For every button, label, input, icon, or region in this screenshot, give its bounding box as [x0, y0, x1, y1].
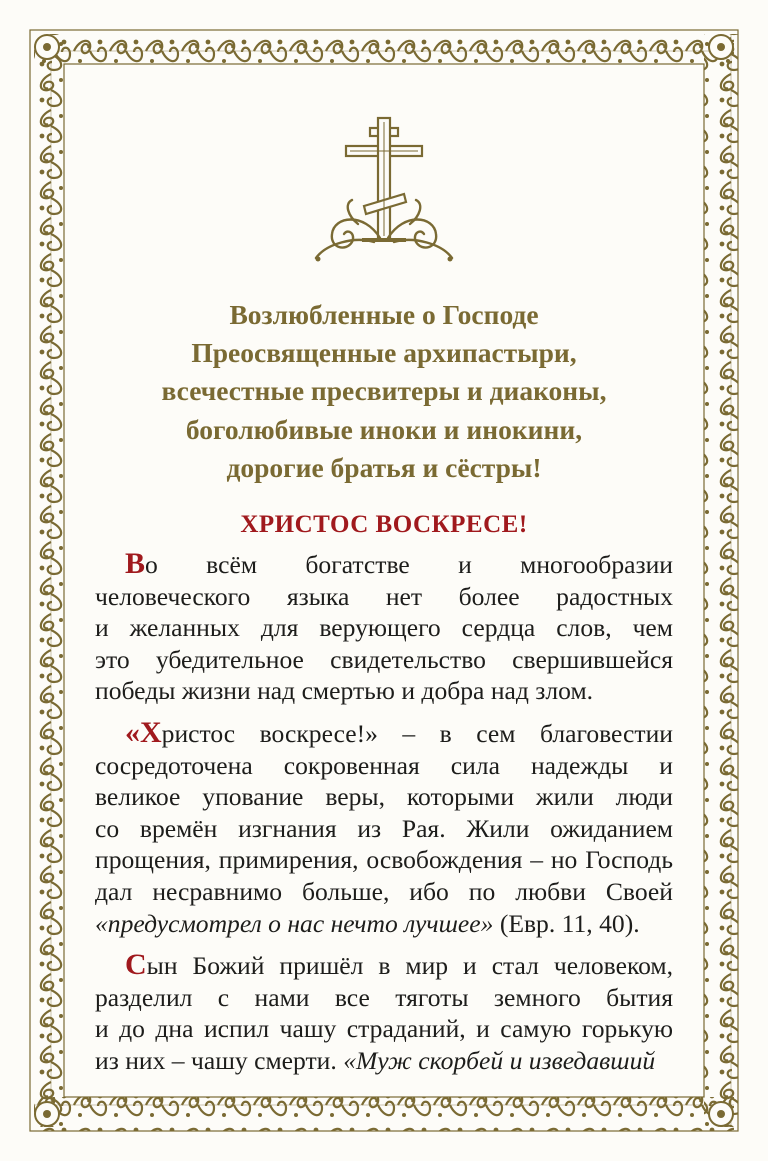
heading-line: всечестные пресвитеры и диаконы, [161, 375, 607, 407]
heading-line: Возлюбленные о Господе [229, 299, 539, 330]
paschal-greeting: ХРИСТОС ВОСКРЕСЕ! [240, 511, 528, 538]
epistle-body [95, 548, 673, 1087]
scripture-quote: «Муж скорбей и изведавший [343, 1045, 656, 1075]
line-text: ристос воскресе!» – в сем благовестии [161, 718, 673, 748]
paragraph-line [95, 717, 673, 750]
paragraph-line: и до дна испил чашу страданий, и самую горькую [95, 1014, 673, 1044]
drop-cap: «Х [125, 715, 162, 749]
paragraph-line: и желанных для верующего сердца слов, чем [95, 613, 673, 643]
paragraph-line [95, 548, 673, 581]
orthodox-cross-icon [304, 112, 464, 264]
paragraph-line [95, 1045, 673, 1077]
paragraph-line: победы жизни над смертью и добра над злом. [95, 676, 594, 706]
paragraph-line: прощения, примирения, освобождения – но Господь [95, 845, 673, 875]
paragraph-line [95, 908, 673, 940]
paragraph-3 [95, 949, 673, 1076]
line-text: о всём богатстве и многообразии [145, 550, 673, 579]
paragraph-2 [95, 717, 673, 939]
address-heading [60, 296, 708, 487]
paragraph-line: человеческого языка нет более радостных [95, 581, 673, 611]
heading-line: Преосвященные архипастыри, [191, 337, 577, 369]
line-text: ын Божий пришёл в мир и стал человеком, [146, 951, 673, 981]
paragraph-line: со времён изгнания из Рая. Жили ожиданием [95, 813, 673, 843]
scripture-quote: «предусмотрел о нас нечто лучшее» [95, 908, 494, 938]
scripture-reference: (Евр. 11, 40). [493, 908, 640, 938]
line-text: из них – чашу смерти. [95, 1045, 344, 1075]
drop-cap: С [125, 948, 147, 982]
paragraph-line: великое упование веры, которыми жили люди [95, 782, 673, 812]
paragraph-1 [95, 548, 673, 707]
drop-cap: В [125, 547, 146, 580]
paragraph-line: разделил с нами все тяготы земного бытия [95, 982, 673, 1012]
paragraph-line [95, 949, 673, 982]
heading-line: дорогие братья и сёстры! [226, 451, 542, 483]
paragraph-line: сосредоточена сокровенная сила надежды и [95, 750, 673, 780]
paragraph-line: это убедительное свидетельство свершившейся [95, 644, 673, 674]
heading-line: боголюбивые иноки и инокини, [185, 413, 583, 445]
paragraph-line: дал несравнимо больше, ибо по любви Своей [95, 876, 673, 906]
